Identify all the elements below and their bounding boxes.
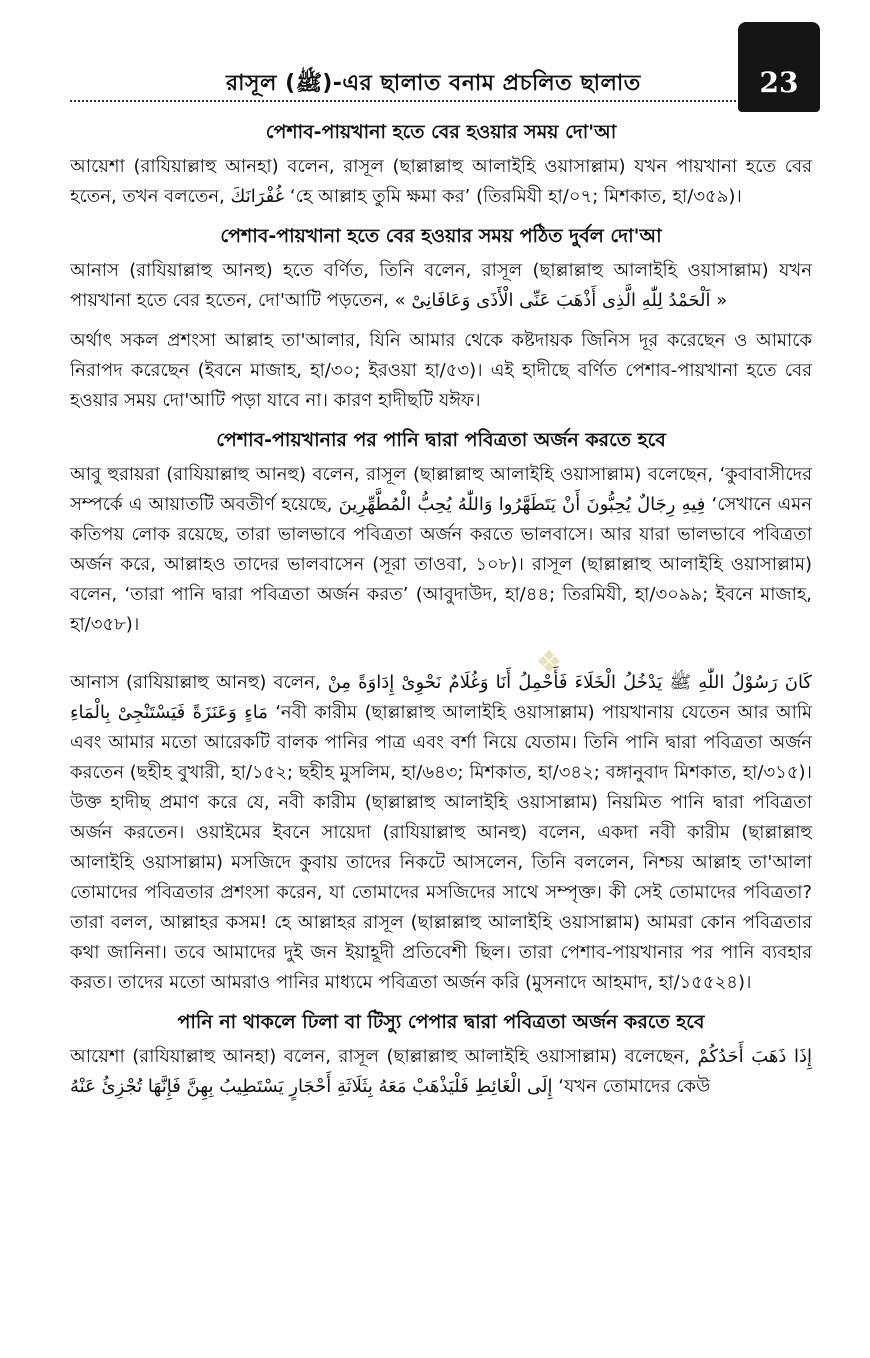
paragraph: আনাস (রাযিয়াল্লাহু আনহু) বলেন, كَانَ رَسُوْلُ اللّٰهِ ﷺ يَدْخُلُ الْخَلَاءَ فَأَحْمِلُ أَنَا وَغُلَامٌ نَحْوِىْ إِدَاوَةً مِنْ مَاءٍ وَعَنَزَةً فَيَسْتَنْجِىْ بِالْمَاءِ ‘নবী কারীম (ছাল্লাল্লাহু আলাইহি ওয়াসাল্লাম) পায়খানায় যেতেন আর আমি এবং আমার মতো আরেকটি বালক পানির পাত্র এবং বর্শা নিয়ে যেতাম। তিনি পানি দ্বারা পবিত্রতা অর্জন করতেন (ছহীহ বুখারী, হা/১৫২; ছহীহ মুসলিম, হা/৬৪৩; মিশকাত, হা/৩৪২; বঙ্গানুবাদ মিশকাত, হা/৩১৫)। উক্ত হাদীছ প্রমাণ করে যে, নবী কারীম (ছাল্লাল্লাহু আলাইহি ওয়াসাল্লাম) নিয়মিত পানি দ্বারা পবিত্রতা অর্জন করতেন। ওয়াইমের ইবনে সায়েদা (রাযিয়াল্লাহু আনহু) বলেন, একদা নবী কারীম (ছাল্লাল্লাহু আলাইহি ওয়াসাল্লাম) মসজিদে কুবায় তাদের নিকটে আসলেন, তিনি বললেন, নিশ্চয় আল্লাহ তা'আলা তোমাদের পবিত্রতার প্রশংসা করেন, যা তোমাদের মসজিদের সাথে সম্পৃক্ত। কী সেই তোমাদের পবিত্রতা? তারা বলল, আল্লাহর কসম! হে আল্লাহর রাসূল (ছাল্লাল্লাহু আলাইহি ওয়াসাল্লাম) আমরা কোন পবিত্রতার কথা জানিনা। তবে আমাদের দুই জন ইয়াহূদী প্রতিবেশী ছিল। তারা পেশাব-পায়খানার পর পানি ব্যবহার করত। তাদের মতো আমরাও পানির মাধ্যমে পবিত্রতা অর্জন করি (মুসনাদে আহমাদ, হা/১৫৫২৪)।: [70, 672, 813, 993]
page-header: [0, 0, 870, 112]
paragraph: আয়েশা (রাযিয়াল্লাহু আনহা) বলেন, রাসূল (ছাল্লাল্লাহু আলাইহি ওয়াসাল্লাম) বলেছেন, إِذَا ذَهَبَ أَحَدُكُمْ إِلَى الْغَائِطِ فَلْيَذْهَبْ مَعَهُ بِثَلَاثَةِ أَحْجَارٍ يَسْتَطِيبُ بِهِنَّ فَإِنَّهَا تُجْزِئُ عَنْهُ ‘যখন তোমাদের কেউ: [70, 1046, 812, 1097]
section-heading: পেশাব-পায়খানার পর পানি দ্বারা পবিত্রতা অর্জন করতে হবে: [216, 429, 666, 451]
header-divider: [70, 100, 740, 102]
publisher-watermark: ❖: [535, 645, 563, 680]
section-heading: পেশাব-পায়খানা হতে বের হওয়ার সময় দো'আ: [265, 121, 617, 143]
paragraph: অর্থাৎ সকল প্রশংসা আল্লাহ তা'আলার, যিনি আমার থেকে কষ্টদায়ক জিনিস দূর করেছেন ও আমাকে নিরাপদ করেছেন (ইবনে মাজাহ, হা/৩০; ইরওয়া হা/৫৩)। এই হাদীছে বর্ণিত পেশাব-পায়খানা হতে বের হওয়ার সময় দো'আটি পড়া যাবে না। কারণ হাদীছটি যঈফ।: [70, 330, 812, 411]
paragraph: আনাস (রাযিয়াল্লাহু আনহু) হতে বর্ণিত, তিনি বলেন, রাসূল (ছাল্লাল্লাহু আলাইহি ওয়াসাল্লাম) যখন পায়খানা হতে বের হতেন, দো'আটি পড়তেন, « اَلْحَمْدُ لِلّٰهِ الَّذِى أَذْهَبَ عَنِّى الْأَذَى وَعَافَانِىْ »: [70, 260, 812, 311]
section-heading: পানি না থাকলে ঢিলা বা টিস্যু পেপার দ্বারা পবিত্রতা অর্জন করতে হবে: [177, 1011, 705, 1033]
running-title: রাসূল (ﷺ)-এর ছালাত বনাম প্রচলিত ছালাত: [226, 71, 641, 96]
page-number: 23: [759, 66, 799, 99]
section-heading: পেশাব-পায়খানা হতে বের হওয়ার সময় পঠিত দুর্বল দো'আ: [220, 225, 662, 247]
paragraph: আবু হুরায়রা (রাযিয়াল্লাহু আনহু) বলেন, রাসূল (ছাল্লাল্লাহু আলাইহি ওয়াসাল্লাম) বলেছেন, ‘কুবাবাসীদের সম্পর্কে এ আয়াতটি অবতীর্ণ হয়েছে, فِيهِ رِجَالٌ يُحِبُّونَ أَنْ يَتَطَهَّرُوا وَاللّٰهُ يُحِبُّ الْمُطَّهِّرِينَ ‘সেখানে এমন কতিপয় লোক রয়েছে, তারা ভালভাবে পবিত্রতা অর্জন করতে ভালবাসে। আর যারা ভালভাবে পবিত্রতা অর্জন করে, আল্লাহও তাদের ভালবাসেন (সূরা তাওবা, ১০৮)। রাসূল (ছাল্লাল্লাহু আলাইহি ওয়াসাল্লাম) বলেন, ‘তারা পানি দ্বারা পবিত্রতা অর্জন করত’ (আবুদাউদ, হা/৪৪; তিরমিযী, হা/৩০৯৯; ইবনে মাজাহ, হা/৩৫৮)।: [70, 464, 812, 635]
spacer: [70, 650, 812, 668]
page-body: [70, 114, 812, 1112]
paragraph: আয়েশা (রাযিয়াল্লাহু আনহা) বলেন, রাসূল (ছাল্লাল্লাহু আলাইহি ওয়াসাল্লাম) যখন পায়খানা হতে বের হতেন, তখন বলতেন, غُفْرَانَكَ ‘হে আল্লাহ তুমি ক্ষমা কর’ (তিরমিযী হা/০৭; মিশকাত, হা/৩৫৯)।: [70, 156, 812, 207]
